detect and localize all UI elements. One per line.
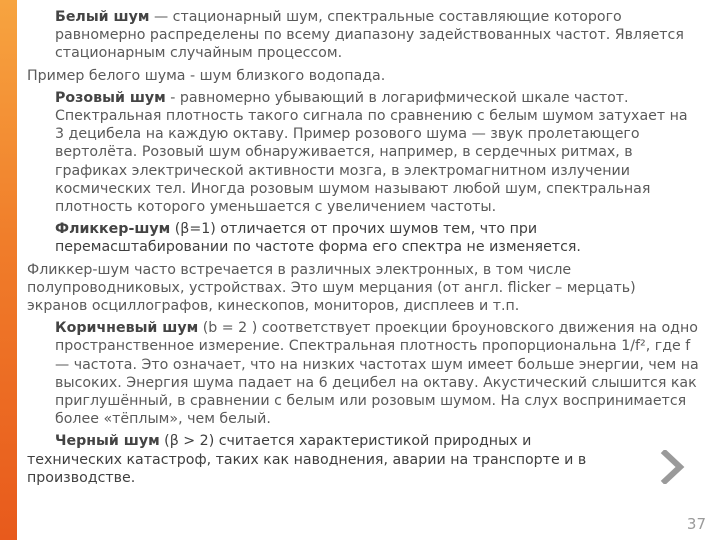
- brown-noise-term: Коричневый шум: [55, 320, 199, 337]
- page-number: 37: [686, 515, 706, 533]
- next-slide-button[interactable]: [660, 450, 688, 484]
- black-noise-continuation: технических катастроф, таких как наводнения, аварии на транспорте и в производстве.: [27, 451, 587, 486]
- black-noise-term: Черный шум: [55, 433, 160, 450]
- flicker-noise-paragraph: [27, 220, 699, 256]
- flicker-noise-details: Фликкер-шум часто встречается в различных электронных, в том числе полупроводниковых, устройствах. Это шум мерцания (от англ. flicker – мерцать) экранов осциллографов, кинескопов, мониторов, дисплеев и т.п.: [27, 261, 636, 315]
- chevron-right-icon: [660, 450, 688, 484]
- pink-noise-term: Розовый шум: [55, 89, 166, 106]
- flicker-noise-term: Фликкер-шум: [55, 221, 171, 238]
- black-noise-paragraph: [27, 432, 699, 450]
- white-noise-text: — стационарный шум, спектральные составляющие которого равномерно распределены по всему диапазону задействованных частот. Является стационарным случайным процессом.: [55, 9, 684, 62]
- brown-noise-paragraph: [27, 319, 699, 428]
- flicker-noise-text: (β=1) отличается от прочих шумов тем, что при перемасштабировании по частоте форма его спектра не изменяется.: [55, 221, 581, 256]
- pink-noise-text: - равномерно убывающий в логарифмической шкале частот. Спектральная плотность такого сигнала по сравнению с белым шумом затухает на 3 децибела на каждую октаву. Пример розового шума — звук пролетающего вертолёта. Розовый шум обнаруживается, например, в сердечных ритмах, в графиках электрической активности мозга, в электромагнитном излучении космических тел. Иногда розовым шумом называют любой шум, спектральная плотность которого уменьшается с увеличением частоты.: [55, 89, 688, 216]
- brown-noise-text: (b = 2 ) соответствует проекции броуновского движения на одно пространственное измерение. Спектральная плотность пропорциональна 1/f², где f — частота. Это означает, что на низких частотах шум имеет больше энергии, чем на высоких. Энергия шума падает на 6 децибел на октаву. Акустический слышится как приглушённый, в сравнении с белым или розовым шумом. На слух воспринимается более «тёплым», чем белый.: [55, 320, 699, 428]
- pink-noise-paragraph: [27, 89, 699, 216]
- black-noise-text: (β > 2) считается характеристикой природных и: [159, 433, 532, 450]
- white-noise-term: Белый шум: [55, 9, 150, 25]
- white-noise-example: Пример белого шума - шум близкого водопада.: [27, 67, 386, 84]
- accent-side-bar: [0, 0, 17, 540]
- white-noise-paragraph: [27, 8, 699, 63]
- slide-body: [27, 8, 699, 487]
